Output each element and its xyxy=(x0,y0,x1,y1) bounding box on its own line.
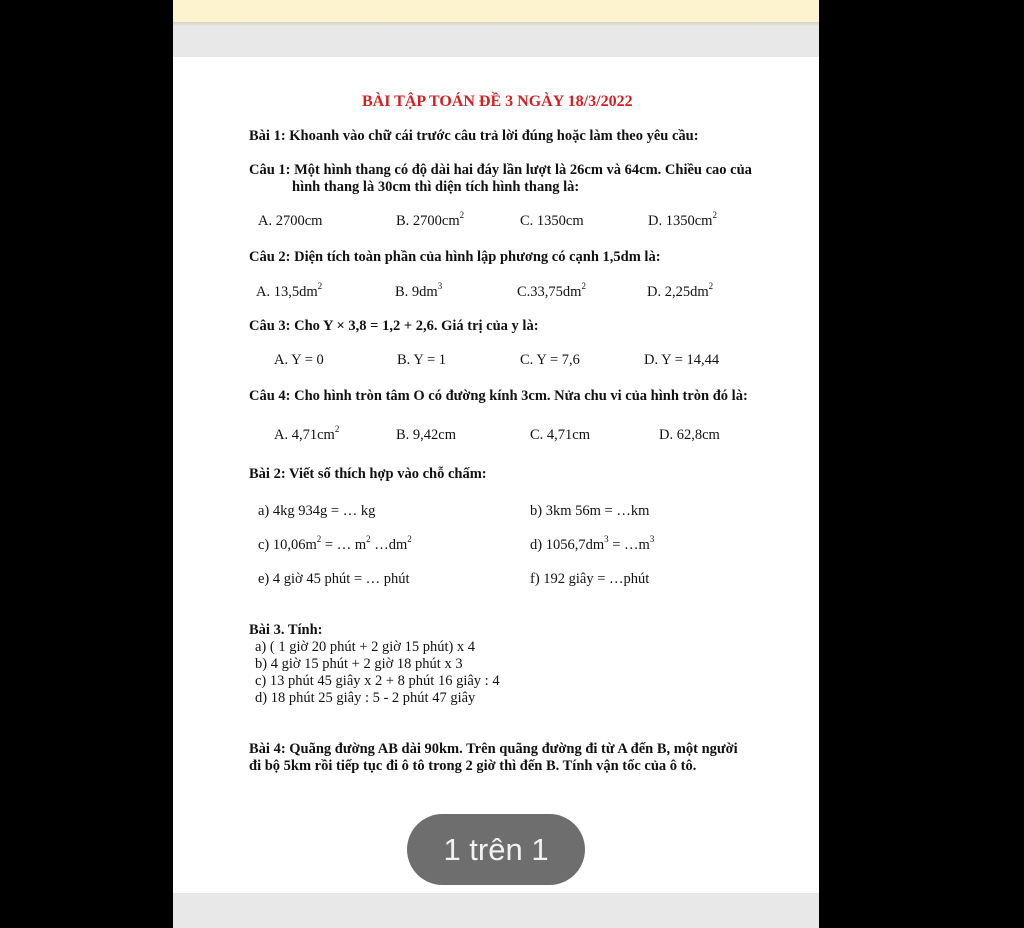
bai2-heading: Bài 2: Viết số thích hợp vào chỗ chấm: xyxy=(249,466,487,482)
cau1-line2: hình thang là 30cm thì diện tích hình thang là: xyxy=(292,179,580,195)
top-toolbar xyxy=(173,0,819,22)
cau3-option-a: A. Y = 0 xyxy=(274,352,324,368)
toolbar-shadow xyxy=(173,22,819,26)
document-title: BÀI TẬP TOÁN ĐỀ 3 NGÀY 18/3/2022 xyxy=(362,93,633,110)
document-page[interactable] xyxy=(173,57,819,893)
cau2-question: Câu 2: Diện tích toàn phần của hình lập phương có cạnh 1,5dm là: xyxy=(249,249,661,265)
bai4-line2: đi bộ 5km rồi tiếp tục đi ô tô trong 2 giờ thì đến B. Tính vận tốc của ô tô. xyxy=(249,758,697,774)
bai3-item-c: c) 13 phút 45 giây x 2 + 8 phút 16 giây : 4 xyxy=(255,673,500,689)
document-viewer[interactable] xyxy=(173,0,819,928)
cau1-option-c: C. 1350cm xyxy=(520,213,584,229)
cau3-option-b: B. Y = 1 xyxy=(397,352,446,368)
bai2-item-e: e) 4 giờ 45 phút = … phút xyxy=(258,571,410,587)
cau4-option-a: A. $4,71cm^2$ xyxy=(274,424,340,443)
cau4-option-d: D. 62,8cm xyxy=(659,427,720,443)
bai4-line1: Bài 4: Quãng đường AB dài 90km. Trên quãng đường đi từ A đến B, một người xyxy=(249,741,738,757)
cau1-line1: Câu 1: Một hình thang có độ dài hai đáy lần lượt là 26cm và 64cm. Chiều cao của xyxy=(249,162,752,178)
bai3-item-d: d) 18 phút 25 giây : 5 - 2 phút 47 giây xyxy=(255,690,476,706)
page-indicator: 1 trên 1 xyxy=(407,814,585,885)
cau2-option-a: A. $13,5dm^2$ xyxy=(256,281,323,300)
bai3-heading: Bài 3. Tính: xyxy=(249,622,323,638)
cau3-option-c: C. Y = 7,6 xyxy=(520,352,580,368)
cau1-option-a: A. 2700cm xyxy=(258,213,323,229)
cau3-option-d: D. Y = 14,44 xyxy=(644,352,720,368)
bai3-item-b: b) 4 giờ 15 phút + 2 giờ 18 phút x 3 xyxy=(255,656,463,672)
bai2-item-d: d) $1056,7dm^3$ = $\dots m^3$ xyxy=(530,534,655,553)
bai3-item-a: a) ( 1 giờ 20 phút + 2 giờ 15 phút) x 4 xyxy=(255,639,476,655)
viewer-bottom-area xyxy=(173,893,819,928)
cau4-question: Câu 4: Cho hình tròn tâm O có đường kính 3cm. Nửa chu vi của hình tròn đó là: xyxy=(249,388,748,404)
cau2-option-d: D. $2,25dm^2$ xyxy=(647,281,714,300)
cau4-option-b: B. 9,42cm xyxy=(396,427,457,443)
cau3-question: Câu 3: Cho Y × 3,8 = 1,2 + 2,6. Giá trị của y là: xyxy=(249,318,539,334)
cau1-option-d: D. $1350cm^2$ xyxy=(648,210,717,229)
cau4-option-c: C. 4,71cm xyxy=(530,427,591,443)
cau2-option-c: $C.33,75dm^2$ xyxy=(517,281,586,300)
bai1-heading: Bài 1: Khoanh vào chữ cái trước câu trả lời đúng hoặc làm theo yêu cầu: xyxy=(249,128,699,144)
bai2-item-a: a) 4kg 934g = … kg xyxy=(258,503,376,519)
bai2-item-c: c) $10,06m^2$ = … $m^2$ $\dots dm^2$ xyxy=(258,534,412,553)
cau2-option-b: B. $9dm^3$ xyxy=(395,281,443,300)
bai2-item-f: f) 192 giây = …phút xyxy=(530,571,650,587)
cau1-option-b: B. $2700cm^2$ xyxy=(396,210,465,229)
bai2-item-b: b) 3km 56m = …km xyxy=(530,503,650,519)
